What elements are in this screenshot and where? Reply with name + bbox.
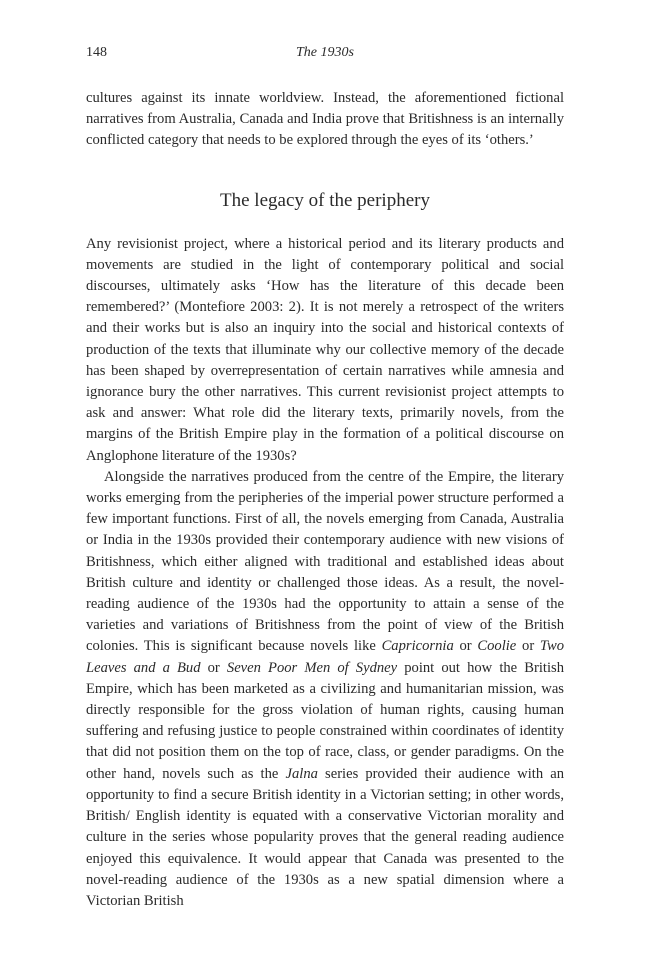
page-header — [86, 45, 564, 65]
paragraph-text: or — [516, 638, 540, 655]
novel-title: Seven Poor Men of Sydney — [226, 659, 398, 676]
novel-title: Coolie — [477, 638, 517, 655]
page-number: 148 — [86, 45, 107, 60]
novel-title: Two Leaves and a Bud — [86, 638, 564, 676]
book-page — [86, 0, 564, 912]
paragraph-text: point out how the British Empire, which has been marketed as a civilizing and humanitarian mission, was directly responsible for the gross violation of human rights, causing human suffering and refusing justice to people constrained within coordinates of identity that did not position them on the top of race, class, or gender paradigms. On the other hand, novels such as the — [86, 659, 564, 782]
section-paragraph-1: Any revisionist project, where a historical period and its literary products and movements are studied in the light of contemporary political and social discourses, ultimately asks ‘How has the literature of this decade been remembered?’ (Montefiore 2003: 2). It is not merely a retrospect of the writers and their works but is also an inquiry into the social and historical contexts of production of the texts that illuminate why our collective memory of the decade has been shaped by overrepresentation of certain narratives while amnesia and ignorance bury the other narratives. This current revisionist project attempts to ask and answer: What role did the literary texts, primarily novels, from the margins of the British Empire play in the formation of a political discourse on Anglophone literature of the 1930s? — [86, 235, 564, 464]
novel-title: Capricornia — [381, 638, 454, 655]
running-title: The 1930s — [296, 45, 354, 60]
novel-title: Jalna — [285, 765, 318, 782]
paragraph-text: or — [453, 638, 478, 655]
paragraph-text: or — [200, 659, 227, 676]
section-heading: The legacy of the periphery — [220, 189, 430, 211]
section-paragraph-2 — [86, 467, 564, 912]
paragraph-text: series provided their audience with an opportunity to find a secure British identity in a Victorian setting; in other words, British/ English identity is equated with a conservative Victorian morality and culture in the series whose popularity proves that the general reading audience enjoyed this equivalence. It would appear that Canada was presented to the novel-reading audience of the 1930s as a new spatial dimension where a Victorian British — [86, 765, 565, 909]
paragraph-text: Alongside the narratives produced from the centre of the Empire, the literary works emerging from the peripheries of the imperial power structure performed a few important functions. First of all, the novels emerging from Canada, Australia or India in the 1930s provided their contemporary audience with new visions of Britishness, which either aligned with traditional and established ideas about British culture and identity or challenged those ideas. As a result, the novel-reading audience of the 1930s had the opportunity to attain a sense of the varieties and variations of Britishness from the point of view of the British colonies. This is significant because novels like — [86, 468, 564, 655]
intro-paragraph: cultures against its innate worldview. Instead, the aforementioned fictional narratives from Australia, Canada and India prove that Britishness is an internally conflicted category that needs to be explored through the eyes of its ‘others.’ — [86, 90, 564, 149]
